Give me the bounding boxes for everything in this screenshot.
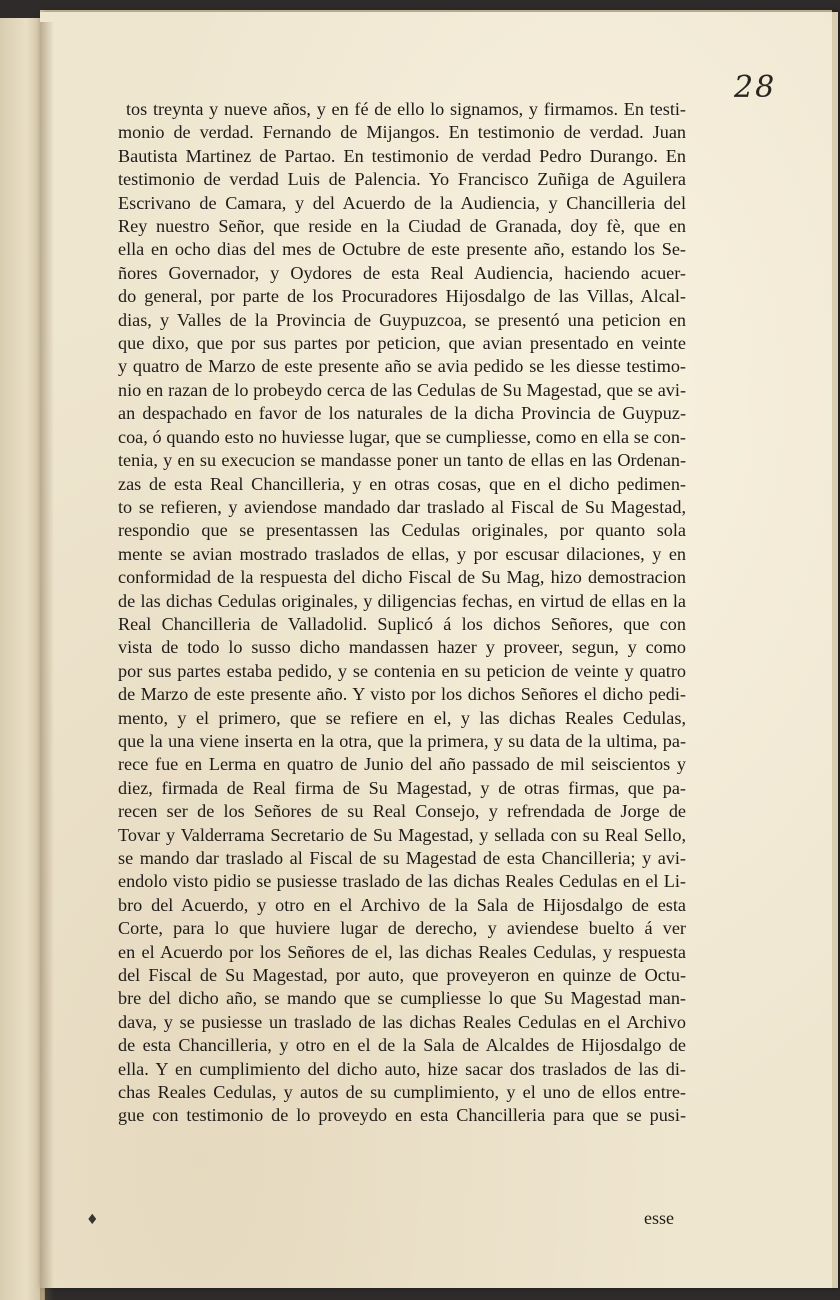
catchword: esse bbox=[644, 1208, 674, 1228]
text-line: to se refieren, y aviendose mandado dar traslado al Fiscal de Su Magestad, bbox=[118, 496, 686, 517]
text-line: Bautista Martinez de Partao. En testimonio de verdad Pedro Durango. En bbox=[118, 145, 686, 166]
text-line: nio en razan de lo probeydo cerca de las Cedulas de Su Magestad, que se avi- bbox=[118, 379, 686, 400]
text-line: Escrivano de Camara, y del Acuerdo de la Audiencia, y Chancilleria del bbox=[118, 192, 686, 213]
text-line: Tovar y Valderrama Secretario de Su Magestad, y sellada con su Real Sello, bbox=[118, 824, 686, 845]
margin-mark-icon: ♦ bbox=[86, 1212, 99, 1228]
text-line: rece fue en Lerma en quatro de Junio del año passado de mil seiscientos y bbox=[118, 754, 686, 775]
text-line: que la una viene inserta en la otra, que la primera, y su data de la ultima, pa- bbox=[118, 730, 686, 751]
folio-number: 28 bbox=[734, 70, 777, 105]
text-line: Real Chancilleria de Valladolid. Suplicó á los dichos Señores, que con bbox=[118, 613, 686, 634]
text-line: tenia, y en su execucion se mandasse poner un tanto de ellas en las Ordenan- bbox=[118, 450, 686, 471]
text-line: coa, ó quando esto no huviesse lugar, que se cumpliesse, como en ella se con- bbox=[118, 426, 686, 447]
text-line: do general, por parte de los Procuradores Hijosdalgo de las Villas, Alcal- bbox=[118, 286, 686, 307]
text-line: monio de verdad. Fernando de Mijangos. En testimonio de verdad. Juan bbox=[118, 122, 686, 143]
text-line: conformidad de la respuesta del dicho Fiscal de Su Mag, hizo demostracion bbox=[118, 567, 686, 588]
text-line: diez, firmada de Real firma de Su Magestad, y de otras firmas, que pa- bbox=[118, 777, 686, 798]
text-line: por sus partes estaba pedido, y se contenia en su peticion de veinte y quatro bbox=[118, 660, 686, 681]
text-line: an despachado en favor de los naturales de la dicha Provincia de Guypuz- bbox=[118, 403, 686, 424]
text-line: de esta Chancilleria, y otro en el de la Sala de Alcaldes de Hijosdalgo de bbox=[118, 1035, 686, 1056]
text-line: Corte, para lo que huviere lugar de derecho, y aviendese buelto á ver bbox=[118, 918, 686, 939]
text-line: dava, y se pusiesse un traslado de las dichas Reales Cedulas en el Archivo bbox=[118, 1011, 686, 1032]
text-line: respondio que se presentassen las Cedulas originales, por quanto sola bbox=[118, 520, 686, 541]
text-line: endolo visto pidio se pusiesse traslado de las dichas Reales Cedulas en el Li- bbox=[118, 871, 686, 892]
previous-page-edge bbox=[0, 18, 45, 1300]
text-line: ella. Y en cumplimiento del dicho auto, hize sacar dos traslados de las di- bbox=[118, 1058, 686, 1079]
text-line: bre del dicho año, se mando que se cumpliesse lo que Su Magestad man- bbox=[118, 988, 686, 1009]
text-line: de las dichas Cedulas originales, y diligencias fechas, en virtud de ellas en la bbox=[118, 590, 686, 611]
text-line: Rey nuestro Señor, que reside en la Ciudad de Granada, doy fè, que en bbox=[118, 216, 686, 237]
text-line: zas de esta Real Chancilleria, y en otras cosas, que en el dicho pedimen- bbox=[118, 473, 686, 494]
text-line: bro del Acuerdo, y otro en el Archivo de la Sala de Hijosdalgo de esta bbox=[118, 894, 686, 915]
text-line: del Fiscal de Su Magestad, por auto, que proveyeron en quinze de Octu- bbox=[118, 965, 686, 986]
text-line: vista de todo lo susso dicho mandassen hazer y proveer, segun, y como bbox=[118, 637, 686, 658]
text-line: gue con testimonio de lo proveydo en esta Chancilleria para que se pusi- bbox=[118, 1105, 686, 1126]
text-line: se mando dar traslado al Fiscal de su Magestad de esta Chancilleria; y avi- bbox=[118, 848, 686, 868]
text-line: en el Acuerdo por los Señores de el, las dichas Reales Cedulas, y respuesta bbox=[118, 941, 686, 962]
body-text bbox=[118, 98, 686, 1128]
text-line: de Marzo de este presente año. Y visto por los dichos Señores el dicho pedi- bbox=[118, 684, 686, 705]
text-line: chas Reales Cedulas, y autos de su cumplimiento, y el uno de ellos entre- bbox=[118, 1082, 686, 1103]
text-line: testimonio de verdad Luis de Palencia. Yo Francisco Zuñiga de Aguilera bbox=[118, 169, 686, 190]
text-line: tos treynta y nueve años, y en fé de ello lo signamos, y firmamos. En testi- bbox=[126, 99, 686, 119]
text-line: ñores Governador, y Oydores de esta Real Audiencia, haciendo acuer- bbox=[118, 262, 686, 283]
text-line: recen ser de los Señores de su Real Consejo, y refrendada de Jorge de bbox=[118, 801, 686, 822]
text-line: y quatro de Marzo de este presente año se avia pedido se les diesse testimo- bbox=[118, 356, 686, 377]
text-line: mente se avian mostrado traslados de ellas, y por escusar dilaciones, y en bbox=[118, 543, 686, 564]
text-line: dias, y Valles de la Provincia de Guypuzcoa, se presentó una peticion en bbox=[118, 309, 686, 330]
text-line: ella en ocho dias del mes de Octubre de este presente año, estando los Se- bbox=[118, 239, 686, 260]
text-line: que dixo, que por sus partes por peticion, que avian presentado en veinte bbox=[118, 333, 686, 354]
binding-shadow bbox=[40, 22, 54, 1300]
text-line: mento, y el primero, que se refiere en el, y las dichas Reales Cedulas, bbox=[118, 707, 686, 728]
